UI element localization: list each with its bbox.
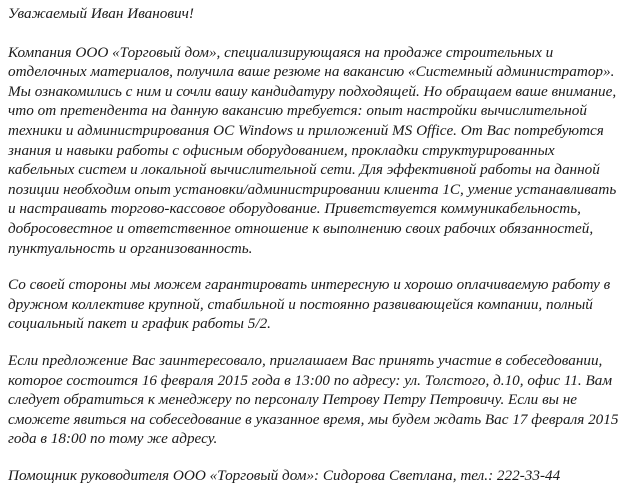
letter-paragraph-offer: Со своей стороны мы можем гарантировать интересную и хорошо оплачиваемую работу в дружном коллективе крупной, стабильной и постоянно развивающейся компании, полный социальный пакет и график работы 5/2. — [8, 276, 611, 333]
letter-greeting: Уважаемый Иван Иванович! — [8, 5, 194, 22]
letter-paragraph-interview: Если предложение Вас заинтересовало, приглашаем Вас принять участие в собеседовании, которое состоится 16 февраля 2015 года в 13:00 по адресу: ул. Толстого, д.10, офис 11. Вам следует обратиться к менеджеру по персоналу Петрову Петру Петровичу. Если вы не сможете явиться на собеседование в указанное время, мы будем ждать Вас 17 февраля 2015 года в 18:00 по тому же адресу. — [8, 351, 619, 448]
letter-paragraph-requirements: Компания ООО «Торговый дом», специализирующаяся на продаже строительных и отделочных материалов, получила ваше резюме на вакансию «Системный администратор». Мы ознакомились с ним и сочли вашу кандидатуру подходящей. Но обращаем ваше внимание, что от претендента на данную вакансию требуется: опыт настройки вычислительной техники и администрирования ОС Windows и приложений MS Office. От Вас потребуются знания и навыки работы с офисным оборудованием, прокладки структурированных кабельных систем и локальной вычислительной сети. Для эффективной работы на данной позиции необходим опыт установки/администрировании клиента 1С, умение устанавливать и настраивать торгово-кассовое оборудование. Приветствуется коммуникабельность, добросовестное и ответственное отношение к выполнению своих рабочих обязанностей, пунктуальность и организованность. — [8, 43, 617, 257]
letter-signature: Помощник руководителя ООО «Торговый дом»: Сидорова Светлана, тел.: 222-33-44 — [8, 466, 561, 484]
